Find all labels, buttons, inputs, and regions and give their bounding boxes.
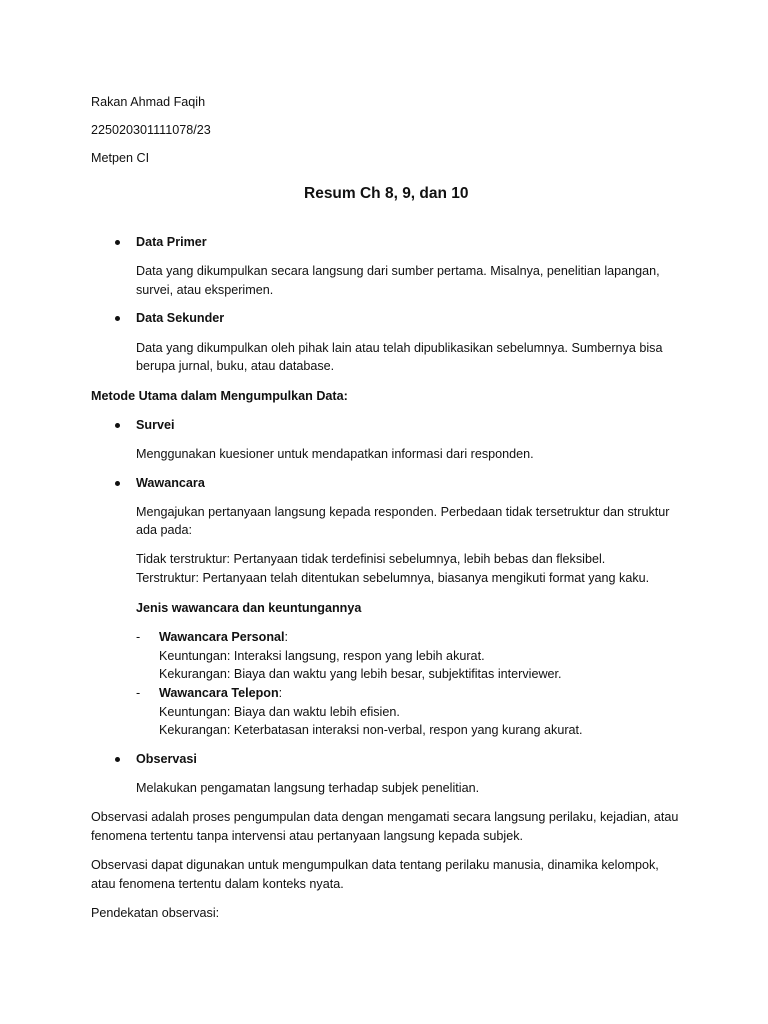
closing-text: Pendekatan observasi: <box>91 906 220 920</box>
course-name: Metpen CI <box>91 151 150 165</box>
data-sekunder-text: berupa jurnal, buku, atau database. <box>136 359 335 373</box>
wawancara-intro: Mengajukan pertanyaan langsung kepada responden. Perbedaan tidak tersetruktur dan struktur <box>136 505 670 519</box>
jenis-kekurangan: Kekurangan: Biaya dan waktu yang lebih besar, subjektifitas interviewer. <box>159 667 562 681</box>
bullet-icon <box>115 481 120 486</box>
jenis-item <box>159 631 288 644</box>
wawancara-intro: ada pada: <box>136 523 193 537</box>
wawancara-type: Tidak terstruktur: Pertanyaan tidak terdefinisi sebelumnya, lebih bebas dan fleksibel. <box>136 552 606 566</box>
data-primer-text: Data yang dikumpulkan secara langsung dari sumber pertama. Misalnya, penelitian lapangan, <box>136 264 660 278</box>
wawancara-type: Terstruktur: Pertanyaan telah ditentukan sebelumnya, biasanya mengikuti format yang kaku. <box>136 571 650 585</box>
bullet-icon <box>115 757 120 762</box>
wawancara-heading: Wawancara <box>136 476 205 490</box>
jenis-kekurangan: Kekurangan: Keterbatasan interaksi non-verbal, respon yang kurang akurat. <box>159 723 583 737</box>
paragraph-line: fenomena tertentu tanpa intervensi atau pertanyaan langsung kepada subjek. <box>91 829 523 843</box>
bullet-icon <box>115 316 120 321</box>
data-primer-text: survei, atau eksperimen. <box>136 283 274 297</box>
methods-heading: Metode Utama dalam Mengumpulkan Data: <box>91 389 348 403</box>
data-sekunder-text: Data yang dikumpulkan oleh pihak lain atau telah dipublikasikan sebelumnya. Sumbernya bisa <box>136 341 663 355</box>
jenis-name: Wawancara Personal <box>159 630 285 644</box>
paragraph-line: Observasi dapat digunakan untuk mengumpulkan data tentang perilaku manusia, dinamika kelompok, <box>91 858 659 872</box>
dash-marker: - <box>136 630 141 644</box>
data-primer-heading: Data Primer <box>136 235 207 249</box>
observasi-heading: Observasi <box>136 752 197 766</box>
jenis-colon: : <box>278 686 283 700</box>
author-name: Rakan Ahmad Faqih <box>91 95 206 109</box>
paragraph-line: atau fenomena tertentu dalam konteks nyata. <box>91 877 344 891</box>
bullet-icon <box>115 423 120 428</box>
document-title: Resum Ch 8, 9, dan 10 <box>304 185 469 202</box>
jenis-colon: : <box>284 630 289 644</box>
observasi-text: Melakukan pengamatan langsung terhadap subjek penelitian. <box>136 781 480 795</box>
survei-text: Menggunakan kuesioner untuk mendapatkan informasi dari responden. <box>136 447 534 461</box>
jenis-keuntungan: Keuntungan: Interaksi langsung, respon yang lebih akurat. <box>159 649 485 663</box>
paragraph-line: Observasi adalah proses pengumpulan data dengan mengamati secara langsung perilaku, kejadian, atau <box>91 810 679 824</box>
jenis-keuntungan: Keuntungan: Biaya dan waktu lebih efisien. <box>159 705 400 719</box>
bullet-icon <box>115 240 120 245</box>
jenis-item <box>159 687 282 700</box>
dash-marker: - <box>136 686 141 700</box>
data-sekunder-heading: Data Sekunder <box>136 311 225 325</box>
jenis-name: Wawancara Telepon <box>159 686 279 700</box>
survei-heading: Survei <box>136 418 175 432</box>
student-id: 225020301111078/23 <box>91 123 211 137</box>
jenis-heading: Jenis wawancara dan keuntungannya <box>136 601 362 615</box>
